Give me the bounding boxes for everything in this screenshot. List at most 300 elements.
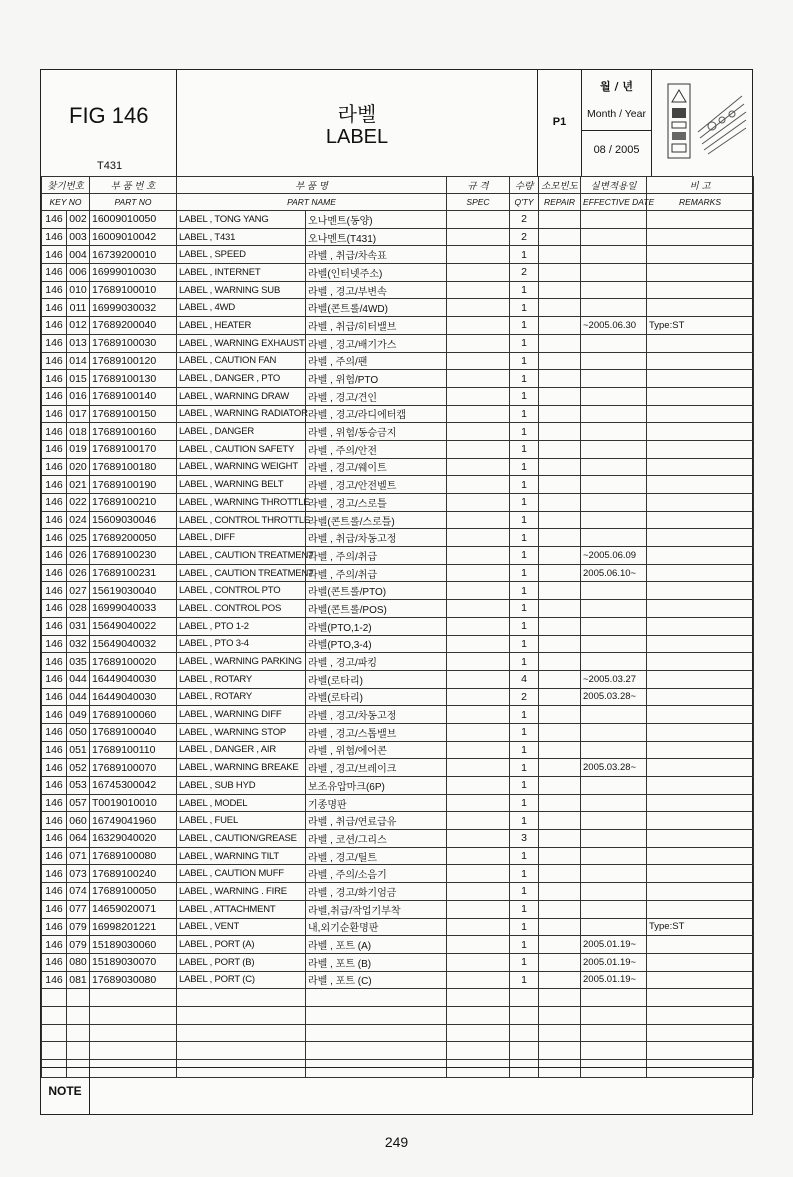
cell-empty xyxy=(539,688,581,706)
cell-part: 17689100180 xyxy=(90,458,177,476)
cell-name: LABEL , PTO 1-2 xyxy=(177,617,306,635)
cell-empty xyxy=(447,989,510,1007)
cell-empty xyxy=(539,405,581,423)
cell-qty: 1 xyxy=(510,900,539,918)
cell-qty: 1 xyxy=(510,794,539,812)
cell-fig: 146 xyxy=(42,830,67,848)
cell-empty xyxy=(447,352,510,370)
cell-key: 015 xyxy=(67,370,90,388)
cell-key: 028 xyxy=(67,600,90,618)
table-row xyxy=(42,228,754,246)
cell-empty xyxy=(447,741,510,759)
table-row xyxy=(42,794,754,812)
cell-part: 17689100120 xyxy=(90,352,177,370)
cell-eff: 2005.06.10~ xyxy=(581,564,647,582)
cell-ko: 내,외기순환명판 xyxy=(306,918,447,936)
date-cell xyxy=(582,70,652,176)
cell-qty: 1 xyxy=(510,617,539,635)
cell-empty xyxy=(447,476,510,494)
table-row xyxy=(42,211,754,229)
cell-eff xyxy=(581,883,647,901)
cell-empty xyxy=(539,865,581,883)
cell-empty xyxy=(539,759,581,777)
cell-fig: 146 xyxy=(42,228,67,246)
table-row xyxy=(42,706,754,724)
cell-key: 013 xyxy=(67,334,90,352)
table-row xyxy=(42,334,754,352)
cell-empty xyxy=(539,741,581,759)
cell-eff xyxy=(581,847,647,865)
cell-empty xyxy=(447,883,510,901)
cell-key: 035 xyxy=(67,653,90,671)
cell-qty: 1 xyxy=(510,564,539,582)
cell-fig: 146 xyxy=(42,334,67,352)
cell-rem xyxy=(647,564,754,582)
cell-key: 002 xyxy=(67,211,90,229)
cell-part: T0019010010 xyxy=(90,794,177,812)
cell-rem xyxy=(647,900,754,918)
cell-rem xyxy=(647,352,754,370)
cell-empty xyxy=(539,1006,581,1024)
cell-fig: 146 xyxy=(42,352,67,370)
cell-part: 17689100160 xyxy=(90,423,177,441)
cell-fig: 146 xyxy=(42,299,67,317)
cell-part: 16009010042 xyxy=(90,228,177,246)
cell-empty xyxy=(447,317,510,335)
cell-qty: 1 xyxy=(510,299,539,317)
cell-empty xyxy=(539,494,581,512)
cell-qty: 1 xyxy=(510,865,539,883)
cell-qty: 1 xyxy=(510,883,539,901)
cell-name: LABEL , ATTACHMENT xyxy=(177,900,306,918)
cell-empty xyxy=(539,989,581,1007)
cell-empty xyxy=(447,830,510,848)
cell-fig: 146 xyxy=(42,529,67,547)
cell-ko: 라벨 , 취급/히터밸브 xyxy=(306,317,447,335)
cell-qty: 1 xyxy=(510,281,539,299)
cell-name: LABEL , CONTROL PTO xyxy=(177,582,306,600)
cell-empty xyxy=(447,971,510,989)
cell-fig: 146 xyxy=(42,706,67,724)
cell-empty xyxy=(306,989,447,1007)
cell-eff: 2005.01.19~ xyxy=(581,936,647,954)
cell-name: LABEL , CAUTION/GREASE xyxy=(177,830,306,848)
cell-name: LABEL , 4WD xyxy=(177,299,306,317)
table-row xyxy=(42,264,754,282)
cell-part: 16449040030 xyxy=(90,670,177,688)
cell-name: LABEL , T431 xyxy=(177,228,306,246)
cell-qty: 1 xyxy=(510,547,539,565)
cell-empty xyxy=(581,1006,647,1024)
cell-empty xyxy=(539,423,581,441)
cell-eff: ~2005.06.30 xyxy=(581,317,647,335)
title-cell xyxy=(177,70,538,176)
table-row xyxy=(42,741,754,759)
cell-key: 022 xyxy=(67,494,90,512)
cell-empty xyxy=(539,653,581,671)
cell-eff xyxy=(581,794,647,812)
table-row xyxy=(42,529,754,547)
cell-part: 17689200050 xyxy=(90,529,177,547)
cell-rem xyxy=(647,246,754,264)
cell-eff xyxy=(581,370,647,388)
cell-ko: 라벨(콘트롤/4WD) xyxy=(306,299,447,317)
cell-name: LABEL , WARNING SUB xyxy=(177,281,306,299)
cell-empty xyxy=(539,723,581,741)
note-area xyxy=(41,1067,752,1114)
cell-empty xyxy=(539,317,581,335)
cell-part: 17689100210 xyxy=(90,494,177,512)
cell-fig: 146 xyxy=(42,405,67,423)
cell-part: 17689100230 xyxy=(90,547,177,565)
cell-part: 16999010030 xyxy=(90,264,177,282)
cell-fig: 146 xyxy=(42,547,67,565)
cell-name: LABEL , WARNING RADIATOR xyxy=(177,405,306,423)
cell-rem xyxy=(647,759,754,777)
cell-qty: 2 xyxy=(510,688,539,706)
cell-ko: 라벨 , 취급/차속표 xyxy=(306,246,447,264)
cell-empty xyxy=(539,334,581,352)
cell-key: 027 xyxy=(67,582,90,600)
cell-key: 019 xyxy=(67,440,90,458)
cell-rem xyxy=(647,582,754,600)
cell-empty xyxy=(447,936,510,954)
cell-ko: 라벨(인터넷주소) xyxy=(306,264,447,282)
cell-eff xyxy=(581,476,647,494)
cell-qty: 1 xyxy=(510,529,539,547)
cell-empty xyxy=(539,847,581,865)
title-english: LABEL xyxy=(325,126,389,148)
table-row xyxy=(42,883,754,901)
col-eff-ko: 실변적용일 xyxy=(581,177,647,194)
cell-name: LABEL , WARNING DRAW xyxy=(177,387,306,405)
cell-name: LABEL , CAUTION TREATMENT xyxy=(177,564,306,582)
cell-fig: 146 xyxy=(42,317,67,335)
cell-empty xyxy=(447,600,510,618)
cell-ko: 라벨(로타리) xyxy=(306,688,447,706)
cell-rem xyxy=(647,370,754,388)
cell-qty: 1 xyxy=(510,511,539,529)
cell-rem xyxy=(647,511,754,529)
cell-eff xyxy=(581,405,647,423)
date-label-english: Month / Year xyxy=(587,108,646,120)
cell-qty: 2 xyxy=(510,228,539,246)
col-remarks-ko: 비 고 xyxy=(647,177,754,194)
cell-name: LABEL , DANGER , AIR xyxy=(177,741,306,759)
cell-ko: 라벨 , 경고/라디에터캡 xyxy=(306,405,447,423)
cell-empty xyxy=(539,458,581,476)
cell-fig: 146 xyxy=(42,653,67,671)
table-row xyxy=(42,511,754,529)
table-row xyxy=(42,936,754,954)
cell-ko: 라벨 , 경고/스로틀 xyxy=(306,494,447,512)
cell-fig: 146 xyxy=(42,458,67,476)
cell-empty xyxy=(90,1006,177,1024)
cell-name: LABEL , PORT (C) xyxy=(177,971,306,989)
cell-qty: 1 xyxy=(510,317,539,335)
cell-eff xyxy=(581,830,647,848)
cell-fig: 146 xyxy=(42,494,67,512)
cell-empty xyxy=(539,299,581,317)
cell-fig: 146 xyxy=(42,900,67,918)
cell-key: 011 xyxy=(67,299,90,317)
cell-fig: 146 xyxy=(42,741,67,759)
col-qty-ko: 수량 xyxy=(510,177,539,194)
cell-fig: 146 xyxy=(42,264,67,282)
cell-empty xyxy=(447,1024,510,1042)
cell-empty xyxy=(539,812,581,830)
cell-ko: 라벨 , 위험/동승금지 xyxy=(306,423,447,441)
cell-empty xyxy=(67,989,90,1007)
cell-name: LABEL , CAUTION SAFETY xyxy=(177,440,306,458)
cell-qty: 1 xyxy=(510,635,539,653)
cell-fig: 146 xyxy=(42,936,67,954)
table-row xyxy=(42,476,754,494)
cell-name: LABEL , INTERNET xyxy=(177,264,306,282)
cell-eff xyxy=(581,211,647,229)
cell-qty: 1 xyxy=(510,759,539,777)
cell-qty: 1 xyxy=(510,458,539,476)
cell-empty xyxy=(581,1024,647,1042)
cell-name: LABEL , CAUTION FAN xyxy=(177,352,306,370)
cell-part: 17689100070 xyxy=(90,759,177,777)
cell-name: LABEL , TONG YANG xyxy=(177,211,306,229)
cell-rem xyxy=(647,299,754,317)
table-row xyxy=(42,723,754,741)
cell-name: LABEL , VENT xyxy=(177,918,306,936)
cell-eff xyxy=(581,812,647,830)
cell-empty xyxy=(447,688,510,706)
cell-key: 021 xyxy=(67,476,90,494)
cell-qty: 1 xyxy=(510,405,539,423)
cell-empty xyxy=(447,635,510,653)
cell-qty: 1 xyxy=(510,953,539,971)
table-row xyxy=(42,494,754,512)
cell-rem xyxy=(647,600,754,618)
cell-ko: 라벨(콘트롤/스로틀) xyxy=(306,511,447,529)
cell-eff: ~2005.06.09 xyxy=(581,547,647,565)
cell-key: 032 xyxy=(67,635,90,653)
cell-eff xyxy=(581,281,647,299)
cell-eff xyxy=(581,299,647,317)
cell-fig: 146 xyxy=(42,582,67,600)
cell-empty xyxy=(647,1006,754,1024)
cell-empty xyxy=(447,281,510,299)
empty-row xyxy=(42,1024,754,1042)
cell-empty xyxy=(177,1006,306,1024)
cell-part: 17689100020 xyxy=(90,653,177,671)
cell-fig: 146 xyxy=(42,423,67,441)
cell-empty xyxy=(447,1006,510,1024)
cell-part: 15649040022 xyxy=(90,617,177,635)
table-row xyxy=(42,405,754,423)
cell-eff xyxy=(581,777,647,795)
cell-key: 024 xyxy=(67,511,90,529)
cell-empty xyxy=(447,1042,510,1060)
cell-key: 006 xyxy=(67,264,90,282)
cell-ko: 라벨 , 경고/브레이크 xyxy=(306,759,447,777)
cell-eff xyxy=(581,334,647,352)
cell-eff xyxy=(581,228,647,246)
cell-rem xyxy=(647,741,754,759)
cell-key: 026 xyxy=(67,547,90,565)
col-name-en: PART NAME xyxy=(177,194,447,211)
cell-empty xyxy=(447,458,510,476)
cell-empty xyxy=(306,1042,447,1060)
cell-fig: 146 xyxy=(42,723,67,741)
cell-name: LABEL , PTO 3-4 xyxy=(177,635,306,653)
cell-rem xyxy=(647,865,754,883)
cell-empty xyxy=(447,847,510,865)
cell-rem xyxy=(647,529,754,547)
cell-ko: 라벨 , 포트 (B) xyxy=(306,953,447,971)
cell-part: 17689100040 xyxy=(90,723,177,741)
cell-eff xyxy=(581,511,647,529)
cell-part: 15189030070 xyxy=(90,953,177,971)
cell-empty xyxy=(539,794,581,812)
table-row xyxy=(42,847,754,865)
cell-fig: 146 xyxy=(42,794,67,812)
cell-empty xyxy=(539,953,581,971)
cell-empty xyxy=(539,387,581,405)
cell-empty xyxy=(647,1042,754,1060)
cell-rem xyxy=(647,706,754,724)
cell-rem xyxy=(647,777,754,795)
cell-empty xyxy=(539,777,581,795)
cell-rem xyxy=(647,547,754,565)
cell-part: 17689200040 xyxy=(90,317,177,335)
cell-name: LABEL , SPEED xyxy=(177,246,306,264)
cell-ko: 라벨 , 경고/틸트 xyxy=(306,847,447,865)
cell-eff xyxy=(581,600,647,618)
cell-eff xyxy=(581,653,647,671)
cell-eff xyxy=(581,723,647,741)
table-row xyxy=(42,317,754,335)
cell-fig: 146 xyxy=(42,918,67,936)
cell-fig: 146 xyxy=(42,688,67,706)
cell-empty xyxy=(539,582,581,600)
cell-qty: 1 xyxy=(510,847,539,865)
date-label-korean: 월 / 년 xyxy=(600,80,633,93)
cell-fig: 146 xyxy=(42,953,67,971)
cell-part: 17689100231 xyxy=(90,564,177,582)
cell-empty xyxy=(647,989,754,1007)
cell-name: LABEL , WARNING TILT xyxy=(177,847,306,865)
cell-part: 17689030080 xyxy=(90,971,177,989)
cell-name: LABEL , WARNING BELT xyxy=(177,476,306,494)
table-row xyxy=(42,759,754,777)
cell-part: 17689100010 xyxy=(90,281,177,299)
cell-rem xyxy=(647,653,754,671)
cell-empty xyxy=(447,387,510,405)
header-row-korean xyxy=(42,177,754,194)
col-qty-en: Q'TY xyxy=(510,194,539,211)
table-row xyxy=(42,564,754,582)
cell-empty xyxy=(447,334,510,352)
table-row xyxy=(42,971,754,989)
table-row xyxy=(42,635,754,653)
cell-qty: 1 xyxy=(510,352,539,370)
cell-empty xyxy=(42,1042,67,1060)
cell-part: 17689100080 xyxy=(90,847,177,865)
cell-key: 060 xyxy=(67,812,90,830)
col-part-ko: 부 품 번 호 xyxy=(90,177,177,194)
cell-fig: 146 xyxy=(42,370,67,388)
cell-empty xyxy=(447,812,510,830)
cell-name: LABEL , WARNING THROTTLE xyxy=(177,494,306,512)
cell-key: 018 xyxy=(67,423,90,441)
table-row xyxy=(42,830,754,848)
cell-rem: Type:ST xyxy=(647,918,754,936)
cell-empty xyxy=(539,936,581,954)
cell-empty xyxy=(539,617,581,635)
cell-fig: 146 xyxy=(42,617,67,635)
cell-empty xyxy=(539,352,581,370)
cell-part: 16745300042 xyxy=(90,777,177,795)
cell-qty: 1 xyxy=(510,971,539,989)
cell-empty xyxy=(539,511,581,529)
cell-empty xyxy=(447,370,510,388)
cell-empty xyxy=(447,759,510,777)
cell-ko: 라벨 , 포트 (C) xyxy=(306,971,447,989)
cell-ko: 라벨 , 코션/그리스 xyxy=(306,830,447,848)
cell-name: LABEL , DANGER , PTO xyxy=(177,370,306,388)
cell-eff: 2005.03.28~ xyxy=(581,759,647,777)
cell-empty xyxy=(539,900,581,918)
cell-fig: 146 xyxy=(42,635,67,653)
col-remarks-en: REMARKS xyxy=(647,194,754,211)
cell-ko: 라벨 , 취급/차동고정 xyxy=(306,529,447,547)
cell-part: 17689100130 xyxy=(90,370,177,388)
cell-ko: 라벨 , 주의/취급 xyxy=(306,547,447,565)
cell-rem xyxy=(647,494,754,512)
cell-eff xyxy=(581,423,647,441)
cell-part: 17689100060 xyxy=(90,706,177,724)
table-row xyxy=(42,688,754,706)
cell-empty xyxy=(539,564,581,582)
cell-name: LABEL , WARNING PARKING xyxy=(177,653,306,671)
cell-eff xyxy=(581,741,647,759)
cell-empty xyxy=(447,440,510,458)
cell-empty xyxy=(539,547,581,565)
cell-rem xyxy=(647,635,754,653)
parts-table xyxy=(41,176,754,1078)
table-row xyxy=(42,387,754,405)
cell-eff xyxy=(581,387,647,405)
cell-part: 16999030032 xyxy=(90,299,177,317)
cell-qty: 1 xyxy=(510,723,539,741)
table-row xyxy=(42,670,754,688)
cell-part: 17689100150 xyxy=(90,405,177,423)
cell-part: 17689100110 xyxy=(90,741,177,759)
cell-fig: 146 xyxy=(42,476,67,494)
date-value: 08 / 2005 xyxy=(593,144,640,156)
cell-key: 052 xyxy=(67,759,90,777)
cell-rem xyxy=(647,281,754,299)
cell-fig: 146 xyxy=(42,865,67,883)
cell-key: 049 xyxy=(67,706,90,724)
cell-empty xyxy=(447,494,510,512)
table-row xyxy=(42,458,754,476)
cell-ko: 라벨 , 경고/배기가스 xyxy=(306,334,447,352)
cell-empty xyxy=(306,1024,447,1042)
cell-key: 057 xyxy=(67,794,90,812)
table-row xyxy=(42,918,754,936)
cell-empty xyxy=(90,1024,177,1042)
cell-ko: 라벨 , 취급/연료급유 xyxy=(306,812,447,830)
cell-fig: 146 xyxy=(42,777,67,795)
cell-empty xyxy=(510,1006,539,1024)
